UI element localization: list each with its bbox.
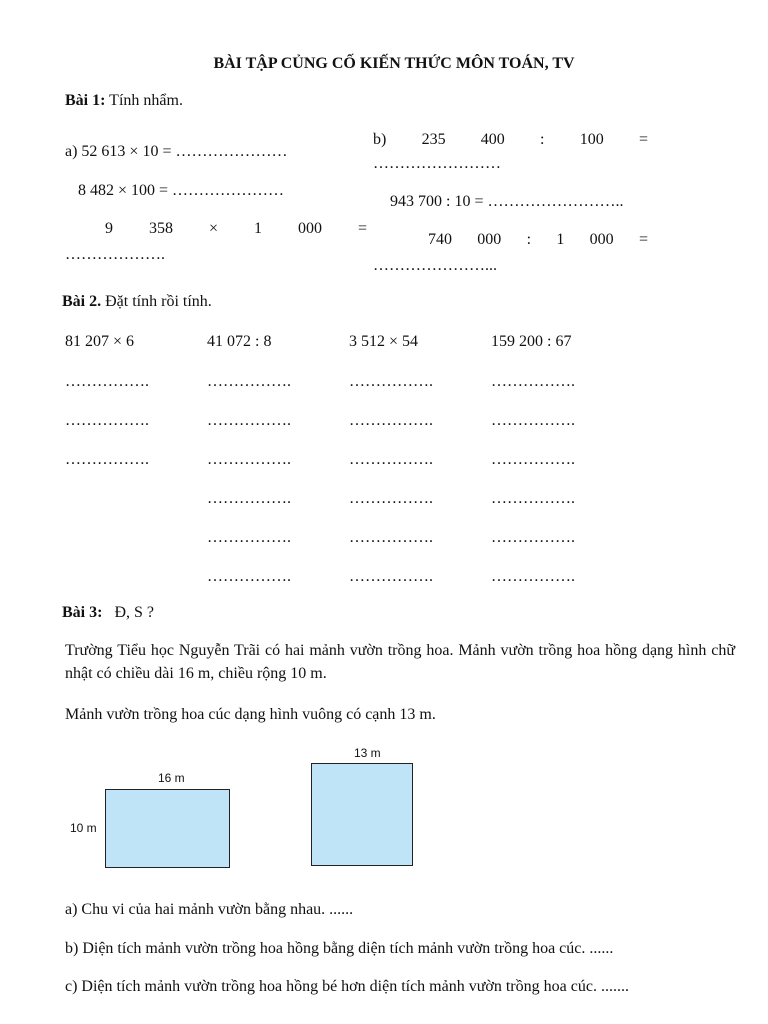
token: 100 [579,131,604,148]
rect-width-label: 10 m [70,821,97,835]
token: 1 [253,220,262,237]
token: 358 [148,220,173,237]
answer-dots: ……………. [65,451,149,468]
statement-b: b) Diện tích mảnh vườn trồng hoa hồng bằng diện tích mảnh vườn trồng hoa cúc. ...... [65,940,614,957]
bai2-problem-4: 159 200 : 67 [491,333,572,350]
token: = [638,131,648,148]
answer-dots: ……………. [491,568,575,585]
token: 1 [556,231,565,248]
answer-dots: ……………. [207,451,291,468]
answer-dots: ……………. [491,490,575,507]
answer-dots: ……………. [207,490,291,507]
answer-dots: ……………. [207,373,291,390]
answer-dots: ……………. [207,568,291,585]
page-title: BÀI TẬP CỦNG CỐ KIẾN THỨC MÔN TOÁN, TV [213,55,575,72]
answer-dots: ……………. [207,529,291,546]
token: : [540,131,545,148]
bai2-problem-2: 41 072 : 8 [207,333,272,350]
bai1-a-line3-dots: ………………. [65,246,165,263]
bai1-heading: Bài 1: [65,92,106,109]
answer-dots: ……………. [491,451,575,468]
bai3-paragraph-1: Trường Tiểu học Nguyễn Trãi có hai mảnh vườn trồng hoa. Mảnh vườn trồng hoa hồng dạng hình chữ nhật có chiều dài 16 m, chiều rộng 10 m. [65,642,735,682]
token: = [638,231,648,248]
answer-dots: ……………. [349,568,433,585]
token: 000 [589,231,614,248]
answer-dots: ……………. [65,412,149,429]
answer-dots: ……………. [207,412,291,429]
token: = [357,220,367,237]
token: : [526,231,532,248]
rectangle-garden-figure [105,789,230,868]
bai3-heading: Bài 3: [62,604,103,621]
token: × [208,220,218,237]
bai1-a-line2: 8 482 × 100 = ………………… [78,182,285,199]
answer-dots: ……………. [491,373,575,390]
answer-dots: ……………. [349,451,433,468]
answer-dots: ……………. [65,373,149,390]
token: b) [373,131,387,148]
bai1-b-line3 [428,230,648,250]
bai1-b-line3-dots: …………………... [373,257,497,274]
bai1-b-line2: 943 700 : 10 = …………………….. [390,193,624,210]
answer-dots: ……………. [349,373,433,390]
answer-dots: ……………. [491,412,575,429]
statement-a: a) Chu vi của hai mảnh vườn bằng nhau. ...... [65,901,354,918]
statement-c: c) Diện tích mảnh vườn trồng hoa hồng bé hơn diện tích mảnh vườn trồng hoa cúc. ....... [65,978,629,995]
token: 000 [297,220,322,237]
bai1-a-line1: a) 52 613 × 10 = ………………… [65,143,288,160]
bai3-heading-line [62,603,154,623]
answer-dots: ……………. [349,490,433,507]
bai2-instruction: Đặt tính rồi tính. [105,293,212,310]
bai1-heading-line [65,91,183,111]
rect-length-label: 16 m [158,771,185,785]
bai2-heading: Bài 2. [62,293,102,310]
bai3-instruction: Đ, S ? [114,604,155,621]
bai2-problem-3: 3 512 × 54 [349,333,419,350]
answer-dots: ……………. [491,529,575,546]
square-garden-figure [311,763,413,866]
bai1-b-line1-dots: …………………… [373,155,501,172]
bai2-heading-line [62,292,212,312]
token: 9 [105,220,113,237]
token: 000 [477,231,502,248]
square-side-label: 13 m [354,746,381,760]
token: 740 [428,231,452,248]
token: 400 [480,131,505,148]
bai1-a-line3 [105,219,367,239]
bai1-b-line1 [373,130,648,150]
bai2-problem-1: 81 207 × 6 [65,333,135,350]
answer-dots: ……………. [349,529,433,546]
bai3-paragraph-2: Mảnh vườn trồng hoa cúc dạng hình vuông có cạnh 13 m. [65,706,436,723]
bai1-instruction: Tính nhẩm. [109,92,183,109]
answer-dots: ……………. [349,412,433,429]
token: 235 [421,131,446,148]
